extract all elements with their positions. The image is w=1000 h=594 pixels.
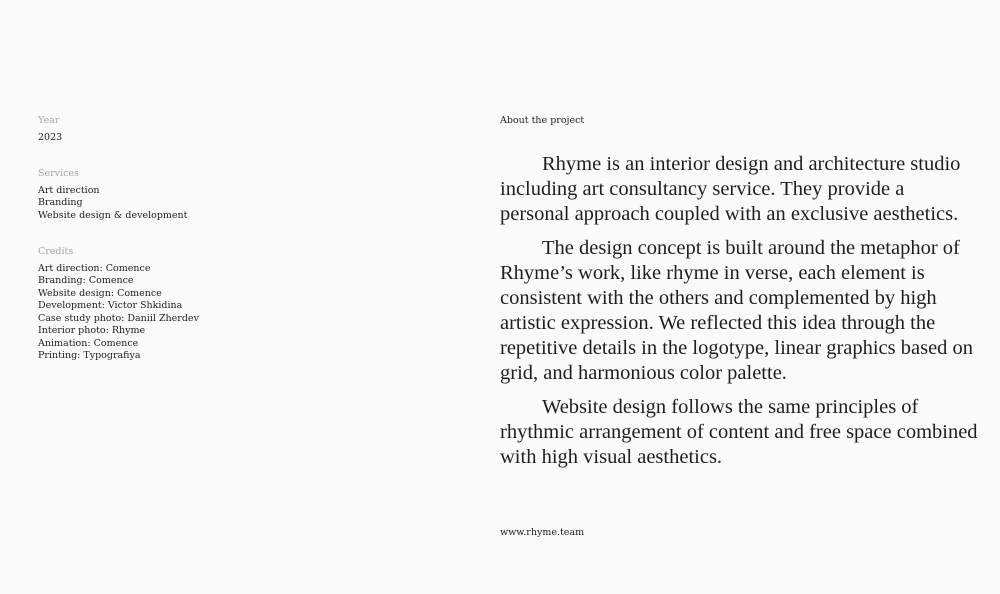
service-item: Website design & development: [38, 209, 188, 221]
year-list: [38, 132, 62, 145]
credit-item: Interior photo: Rhyme: [38, 325, 146, 336]
services-list: [38, 185, 187, 223]
about-section: [500, 115, 980, 468]
about-paragraph: Rhyme is an interior design and architecture studio including art consultancy service. They provide a personal approach coupled with an exclusive aesthetics.: [500, 153, 961, 225]
about-label: About the project: [500, 115, 585, 126]
services-label: Services: [38, 168, 79, 179]
credit-item: Art direction: Comence: [38, 262, 151, 274]
credits-label: Credits: [38, 246, 74, 257]
credit-item: Website design: Comence: [38, 287, 162, 299]
credit-item: Branding: Comence: [38, 275, 134, 286]
service-item: Branding: [38, 197, 83, 208]
about-paragraph: Website design follows the same principles of rhythmic arrangement of content and free space combined with high visual aesthetics.: [500, 396, 978, 468]
about-text: [500, 152, 978, 479]
credit-item: Development: Victor Shkidina: [38, 300, 183, 311]
service-item: Art direction: [38, 184, 100, 196]
credit-item: Printing: Typografiya: [38, 350, 141, 361]
year-section: [38, 115, 62, 144]
year-label: Year: [38, 115, 60, 126]
credit-item: Case study photo: Daniil Zherdev: [38, 312, 199, 324]
services-section: [38, 168, 187, 222]
about-paragraph: The design concept is built around the metaphor of Rhyme’s work, like rhyme in verse, each element is consistent with the others and complemented by high artistic expression. We reflected this idea through the repetitive details in the logotype, linear graphics based on grid, and harmonious color palette.: [500, 237, 974, 384]
credits-section: [38, 246, 199, 363]
credits-list: [38, 263, 199, 363]
credit-item: Animation: Comence: [38, 337, 139, 349]
website-link[interactable]: www.rhyme.team: [500, 527, 585, 538]
year-value: 2023: [38, 131, 63, 143]
